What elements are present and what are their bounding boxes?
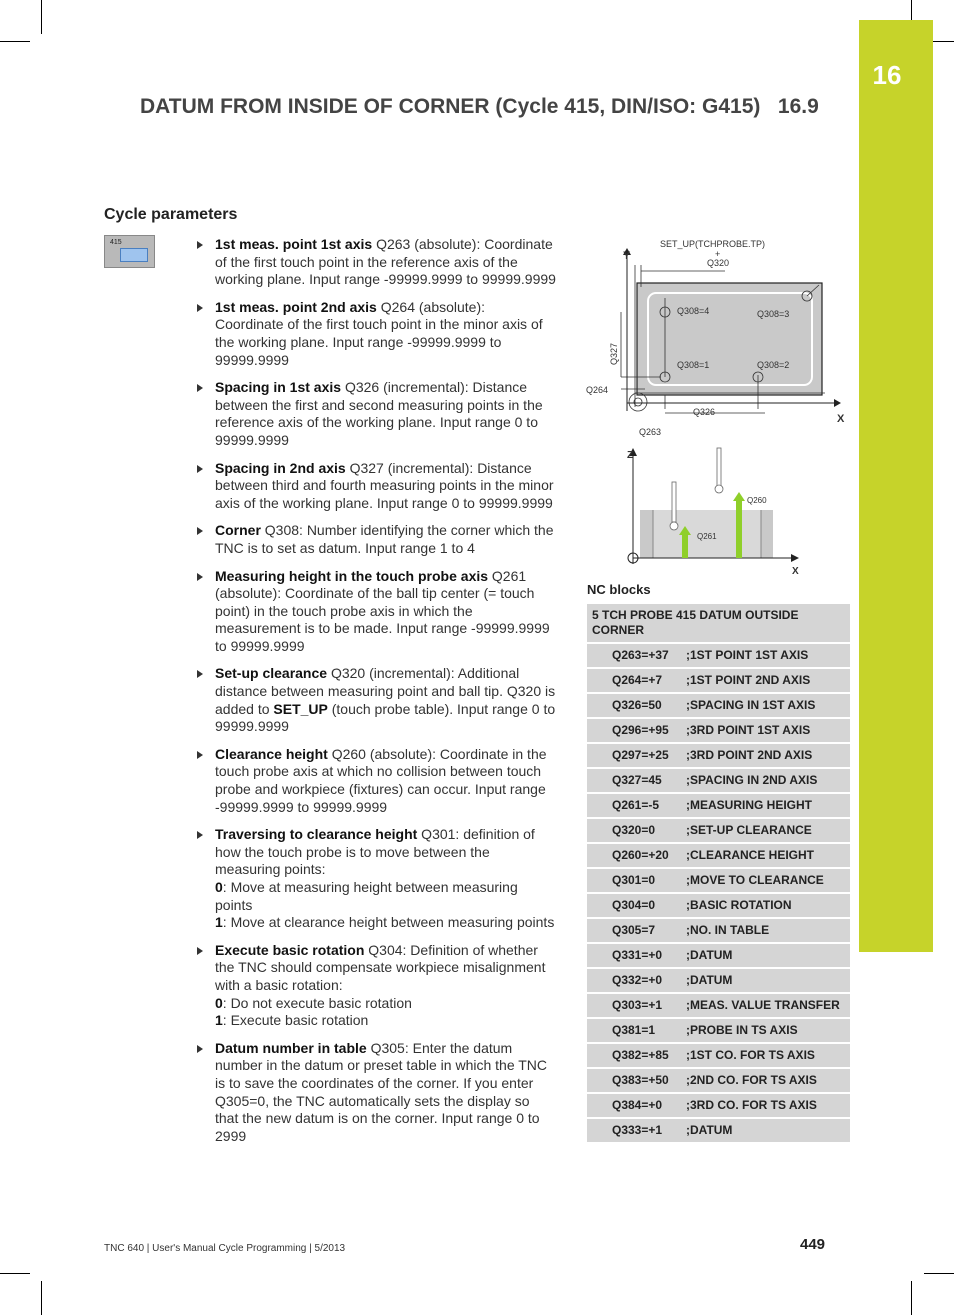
nc-comment: ;PROBE IN TS AXIS [686,1018,850,1043]
crop-mark [41,0,42,34]
nc-comment: ;MEASURING HEIGHT [686,793,850,818]
parameter-name: Corner [215,522,261,539]
nc-row [587,1068,850,1093]
nc-comment: ;2ND CO. FOR TS AXIS [686,1068,850,1093]
q327-label: Q327 [609,342,619,365]
bullet-icon [197,670,203,678]
parameter-text: Q263 (absolute): Coordinate of the first touch point in the reference axis of the working plane. Input range -99999.9999 to 99999.9999 [215,236,556,288]
bullet-icon [197,527,203,535]
option-text: : Move at measuring height between measuring points [215,879,518,913]
nc-param: Q327=45 [587,768,686,793]
nc-row [587,968,850,993]
parameter-text: Q304: Definition of whether the TNC should compensate workpiece misalignment with a basic rotation: [215,941,546,993]
q326-label: Q326 [693,407,716,417]
section-title: Cycle parameters [104,206,238,223]
nc-blocks-table [587,604,850,1144]
parameter-text: Q305: Enter the datum number in the datum or preset table in which the TNC is to save the coordinates of the corner. If you enter Q305=0, the TNC automatically sets the display so that the new datum is on the corner. Input range 0 to 2999 [215,1039,548,1144]
nc-row [587,743,850,768]
q260-label: Q260 [747,496,767,505]
axis-x-label: X [837,413,845,425]
parameter-item [196,942,556,1030]
cycle-415-icon [104,235,155,268]
parameter-name: 1st meas. point 1st axis [215,236,373,252]
crop-mark [41,1281,42,1315]
nc-row [587,868,850,893]
nc-param: Q332=+0 [587,968,686,993]
nc-param: Q320=0 [587,818,686,843]
parameter-text: Q264 (absolute): Coordinate of the first touch point in the minor axis of the working plane. Input range -99999.9999 to 99999.9999 [215,298,543,368]
bullet-icon [197,947,203,955]
nc-row [587,993,850,1018]
nc-comment: ;3RD CO. FOR TS AXIS [686,1093,850,1118]
parameter-name: Measuring height in the touch probe axis [215,567,489,584]
nc-param: Q304=0 [587,893,686,918]
nc-header-row [587,604,850,643]
nc-row [587,1018,850,1043]
parameter-text: Q261 (absolute): Coordinate of the ball tip center (= touch point) in the touch probe axis in which the measurement is to be made. Input range -99999.9999 to 99999.9999 [215,567,550,654]
bullet-icon [197,573,203,581]
parameter-item [196,746,556,816]
crop-mark [933,41,954,42]
chapter-number: 16 [872,60,902,90]
bullet-icon [197,465,203,473]
parameter-item [196,236,556,289]
header-title: DATUM FROM INSIDE OF CORNER (Cycle 415, DIN/ISO: G415) [140,95,761,118]
parameter-item [196,665,556,735]
nc-row [587,693,850,718]
parameter-name: Traversing to clearance height [215,826,418,843]
parameter-item [196,299,556,369]
crop-mark [0,1273,30,1274]
parameter-name: Clearance height [215,745,328,762]
crop-mark [924,1273,954,1274]
parameter-item [196,826,556,932]
nc-comment: ;3RD POINT 2ND AXIS [686,743,850,768]
option-key: 1 [215,1012,223,1029]
nc-blocks-title: NC blocks [587,582,651,597]
page-header [140,95,840,119]
nc-row [587,668,850,693]
nc-param: Q303=+1 [587,993,686,1018]
parameter-name: Set-up clearance [215,665,328,682]
parameter-text: Q326 (incremental): Distance between the first and second measuring points in the reference axis of the working plane. Input range 0 to 99999.9999 [215,379,543,448]
parameter-text: Q320 (incremental): Additional distance between measuring point and ball tip. Q320 is added to [215,665,556,717]
nc-comment: ;SPACING IN 1ST AXIS [686,693,850,718]
nc-param: Q326=50 [587,693,686,718]
footer-text: TNC 640 | User's Manual Cycle Programming | 5/2013 [104,1243,346,1254]
nc-row [587,843,850,868]
parameter-name: Datum number in table [215,1039,367,1056]
axis-z-label: Z [627,450,634,461]
nc-comment: ;SPACING IN 2ND AXIS [686,768,850,793]
parameter-text: Q327 (incremental): Distance between third and fourth measuring points in the minor axis of the working plane. Input range 0 to 99999.9999 [215,459,554,511]
q261-label: Q261 [697,532,717,541]
nc-param: Q264=+7 [587,668,686,693]
parameter-name: 1st meas. point 2nd axis [215,298,377,315]
q308-4-label: Q308=4 [677,306,710,316]
parameter-item [196,1040,556,1146]
q264-label: Q264 [586,385,609,395]
bullet-icon [197,1045,203,1053]
axis-y-label: Y [623,250,631,262]
nc-row [587,793,850,818]
bullet-icon [197,384,203,392]
parameter-item [196,460,556,513]
axis-x2-label: X [792,566,799,577]
nc-param: Q384=+0 [587,1093,686,1118]
nc-row [587,943,850,968]
crop-mark [0,41,30,42]
nc-param: Q305=7 [587,918,686,943]
probe-height-diagram [585,440,855,580]
parameter-keyword: SET_UP [273,700,328,717]
nc-param: Q263=+37 [587,643,686,668]
nc-header: 5 TCH PROBE 415 DATUM OUTSIDE CORNER [587,604,850,643]
nc-comment: ;MOVE TO CLEARANCE [686,868,850,893]
bullet-icon [197,304,203,312]
option-key: 1 [215,914,223,931]
plus-sign: + [715,249,721,259]
nc-comment: ;1ST CO. FOR TS AXIS [686,1043,850,1068]
parameter-text: Q260 (absolute): Coordinate in the touch probe axis at which no collision between touch probe and workpiece (fixtures) can occur. Input range -99999.9999 to 99999.9999 [215,745,547,815]
nc-row [587,718,850,743]
option-key: 0 [215,879,223,895]
nc-param: Q333=+1 [587,1118,686,1143]
cycle-icon-graphic [120,248,148,262]
nc-param: Q331=+0 [587,943,686,968]
parameter-name: Spacing in 1st axis [215,379,342,396]
nc-comment: ;DATUM [686,943,850,968]
nc-param: Q301=0 [587,868,686,893]
nc-comment: ;DATUM [686,968,850,993]
crop-mark [911,1281,912,1315]
nc-row [587,893,850,918]
nc-param: Q382=+85 [587,1043,686,1068]
corner-diagram-top [585,235,855,440]
q308-2-label: Q308=2 [757,360,790,370]
nc-comment: ;1ST POINT 1ST AXIS [686,643,850,668]
parameter-name: Spacing in 2nd axis [215,459,346,476]
q308-3-label: Q308=3 [757,309,790,319]
parameter-name: Execute basic rotation [215,941,365,958]
parameter-item [196,568,556,656]
nc-comment: ;NO. IN TABLE [686,918,850,943]
header-section: 16.9 [777,95,819,118]
option-text: : Execute basic rotation [222,1012,369,1029]
nc-row [587,1118,850,1143]
q320-label: Q320 [707,258,730,268]
parameter-text: Q301: definition of how the touch probe is to move between the measuring points: [215,826,535,878]
parameter-item [196,379,556,449]
nc-param: Q261=-5 [587,793,686,818]
parameter-list [196,236,556,1155]
nc-comment: ;3RD POINT 1ST AXIS [686,718,850,743]
nc-row [587,818,850,843]
option-key: 0 [215,994,223,1011]
parameter-text: Q308: Number identifying the corner which the TNC is to set as datum. Input range 1 to 4 [215,522,554,556]
nc-comment: ;MEAS. VALUE TRANSFER [686,993,850,1018]
nc-comment: ;BASIC ROTATION [686,893,850,918]
nc-comment: ;1ST POINT 2ND AXIS [686,668,850,693]
nc-row [587,918,850,943]
nc-row [587,1093,850,1118]
page-number: 449 [800,1236,826,1253]
setup-label: SET_UP(TCHPROBE.TP) [660,239,766,249]
chapter-tab [859,20,933,952]
nc-param: Q296=+95 [587,718,686,743]
nc-comment: ;CLEARANCE HEIGHT [686,843,850,868]
parameter-text: (touch probe table). Input range 0 to 99999.9999 [215,700,556,735]
bullet-icon [197,751,203,759]
nc-param: Q297=+25 [587,743,686,768]
nc-param: Q381=1 [587,1018,686,1043]
cycle-icon-label: 415 [110,239,122,246]
bullet-icon [197,831,203,839]
q263-label: Q263 [639,427,662,437]
nc-row [587,768,850,793]
nc-param: Q260=+20 [587,843,686,868]
nc-comment: ;SET-UP CLEARANCE [686,818,850,843]
option-text: : Do not execute basic rotation [222,994,412,1011]
nc-row [587,1043,850,1068]
option-text: : Move at clearance height between measuring points [222,914,555,931]
nc-comment: ;DATUM [686,1118,850,1143]
q308-1-label: Q308=1 [677,360,710,370]
parameter-item [196,522,556,557]
bullet-icon [197,241,203,249]
nc-row [587,643,850,668]
crop-mark [911,0,912,20]
nc-param: Q383=+50 [587,1068,686,1093]
